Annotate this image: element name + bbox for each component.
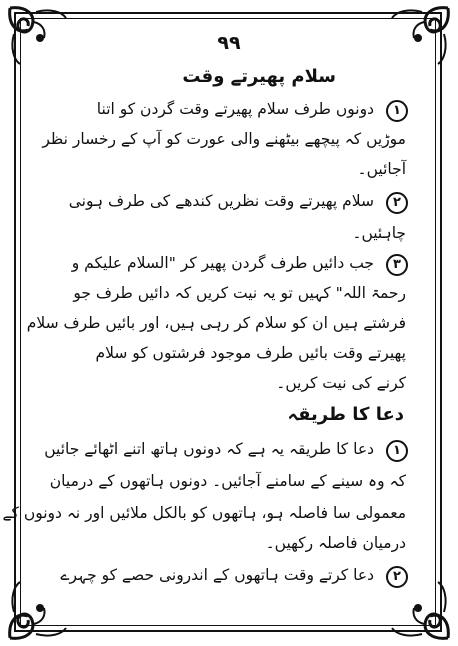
item-number-badge: ۱ <box>386 440 408 462</box>
text-line: دعا کا طریقہ یہ ہے کہ دونوں ہاتھ اتنے اٹھائے جائیں <box>44 440 374 458</box>
item-number-badge: ۱ <box>386 100 408 122</box>
text-line: دونوں طرف سلام پھیرتے وقت گردن کو اتنا <box>96 100 374 118</box>
text-line: پھیرتے وقت بائیں طرف موجود فرشتوں کو سلام <box>95 344 406 362</box>
text-line: درمیان فاصلہ رکھیں۔ <box>265 534 406 552</box>
item-number-badge: ۲ <box>386 192 408 214</box>
section-heading-salam: سلام پھیرتے وقت <box>182 66 336 87</box>
text-line: رحمۃ اللہ" کہیں تو یہ نیت کریں کہ دائیں طرف جو <box>73 284 406 302</box>
text-line: فرشتے ہیں ان کو سلام کر رہی ہیں، اور بائیں طرف سلام <box>26 314 406 332</box>
text-line: سلام پھیرتے وقت نظریں کندھے کی طرف ہونی <box>68 192 374 210</box>
corner-ornament-icon <box>6 578 70 642</box>
section-heading-dua: دعا کا طریقہ <box>287 404 404 425</box>
text-line: آجائیں۔ <box>357 160 406 178</box>
text-line: معمولی سا فاصلہ ہو، ہاتھوں کو بالکل ملائیں اور نہ دونوں کے <box>2 504 406 522</box>
text-line: جب دائیں طرف گردن پھیر کر "السلام علیکم و <box>71 254 374 272</box>
text-line: کہ وہ سینے کے سامنے آجائیں۔ دونوں ہاتھوں کے درمیان <box>49 472 406 490</box>
text-line: کرنے کی نیت کریں۔ <box>276 374 406 392</box>
text-line: موڑیں کہ پیچھے بیٹھنے والی عورت کو آپ کے رخسار نظر <box>42 130 406 148</box>
page-number: ۹۹ <box>217 32 241 54</box>
item-number-badge: ۳ <box>386 254 408 276</box>
text-line: چاہئیں۔ <box>352 224 406 242</box>
text-line: دعا کرتے وقت ہاتھوں کے اندرونی حصے کو چہرے <box>60 566 374 584</box>
item-number-badge: ۲ <box>386 566 408 588</box>
